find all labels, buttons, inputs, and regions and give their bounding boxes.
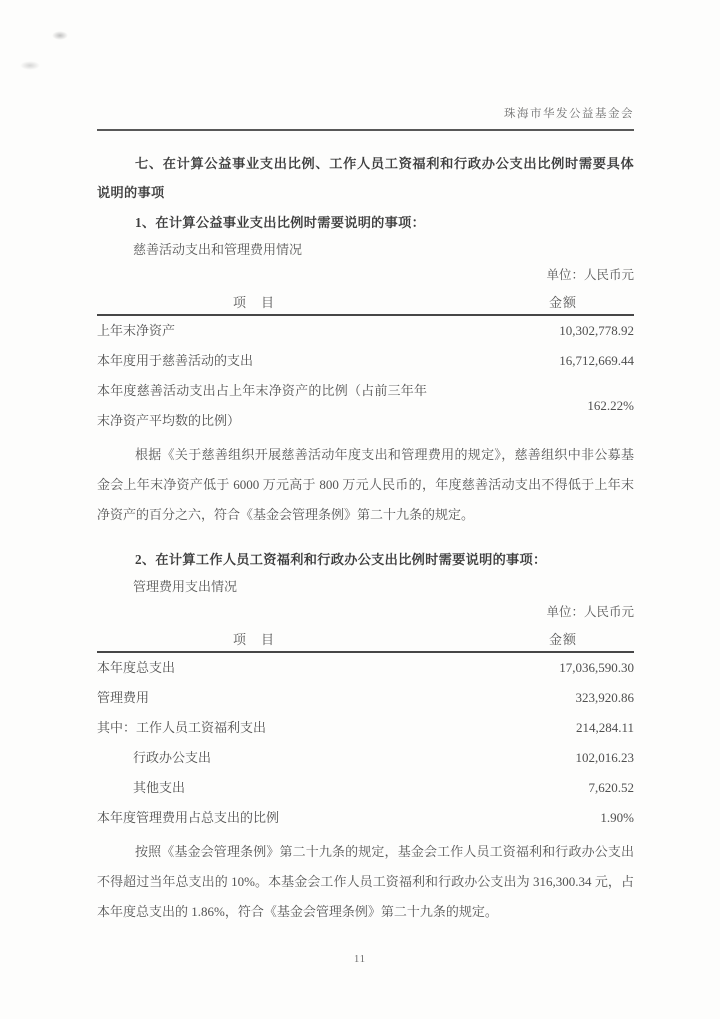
document-header: [97, 106, 634, 131]
table-row: [97, 376, 634, 436]
table-row: [97, 683, 634, 713]
row-amount-value: 7,620.52: [588, 780, 634, 795]
part1-heading: 1、在计算公益事业支出比例时需要说明的事项：: [135, 215, 426, 230]
table-row: [97, 346, 634, 376]
row-item-label: 本年度用于慈善活动的支出: [97, 353, 254, 368]
row-amount-value: 17,036,590.30: [559, 660, 634, 675]
row-item-label: 行政办公支出: [133, 750, 212, 765]
table-row: [97, 713, 634, 743]
table-row: [97, 803, 634, 833]
row-item-label: 上年末净资产: [97, 323, 176, 338]
table-row: [97, 316, 634, 346]
row-amount-value: 323,920.86: [575, 690, 634, 705]
part2-subtitle: 管理费用支出情况: [133, 579, 238, 594]
table-row: [97, 743, 634, 773]
part2-heading: 2、在计算工作人员工资福利和行政办公支出比例时需要说明的事项：: [135, 552, 547, 567]
column-header-item: 项 目: [233, 632, 276, 647]
row-amount-value: 102,016.23: [575, 750, 634, 765]
row-amount-value: 10,302,778.92: [559, 323, 634, 338]
part2: [97, 546, 634, 927]
row-amount-value: 1.90%: [600, 810, 634, 825]
scan-speck: [52, 31, 68, 40]
part2-note: 按照《基金会管理条例》第二十九条的规定，基金会工作人员工资福利和行政办公支出不得超过当年总支出的 10%。本基金会工作人员工资福利和行政办公支出为 316,300.34 元，占本年度总支出的 1.86%，符合《基金会管理条例》第二十九条的规定。: [97, 844, 634, 919]
row-item-label: 本年度管理费用占总支出的比例: [97, 810, 280, 825]
part1-note: 根据《关于慈善组织开展慈善活动年度支出和管理费用的规定》，慈善组织中非公募基金会上年末净资产低于 6000 万元高于 800 万元人民币的，年度慈善活动支出不得低于上年末净资产的百分之六，符合《基金会管理条例》第二十九条的规定。: [97, 447, 634, 522]
table-header-row: [97, 289, 634, 316]
row-amount-value: 214,284.11: [575, 720, 634, 735]
scan-speck: [20, 61, 40, 70]
column-header-item: 项 目: [233, 295, 276, 310]
part1: [97, 209, 634, 530]
part1-subtitle: 慈善活动支出和管理费用情况: [133, 242, 303, 257]
table-header-row: [97, 626, 634, 653]
table-row: [97, 773, 634, 803]
page-number: 11: [353, 954, 367, 965]
part1-unit-label: 单位：人民币元: [546, 268, 634, 282]
row-item-label: 本年度总支出: [97, 660, 176, 675]
row-item-label: 其中：工作人员工资福利支出: [97, 720, 267, 735]
row-item-label: 其他支出: [133, 780, 186, 795]
page-content: [97, 0, 634, 927]
row-item-label: 本年度慈善活动支出占上年末净资产的比例（占前三年年末净资产平均数的比例）: [97, 383, 427, 428]
org-name: 珠海市华发公益基金会: [504, 108, 634, 120]
table-row: [97, 653, 634, 683]
column-header-amount: 金额: [549, 295, 578, 310]
admin-expense-table: [97, 626, 634, 833]
column-header-amount: 金额: [549, 632, 578, 647]
row-item-label: 管理费用: [97, 690, 150, 705]
part2-unit-label: 单位：人民币元: [546, 605, 634, 619]
charity-expense-table: [97, 289, 634, 436]
row-amount-value: 162.22%: [587, 398, 634, 413]
row-amount-value: 16,712,669.44: [559, 353, 634, 368]
section-title: 七、在计算公益事业支出比例、工作人员工资福利和行政办公支出比例时需要具体说明的事项: [97, 156, 634, 200]
